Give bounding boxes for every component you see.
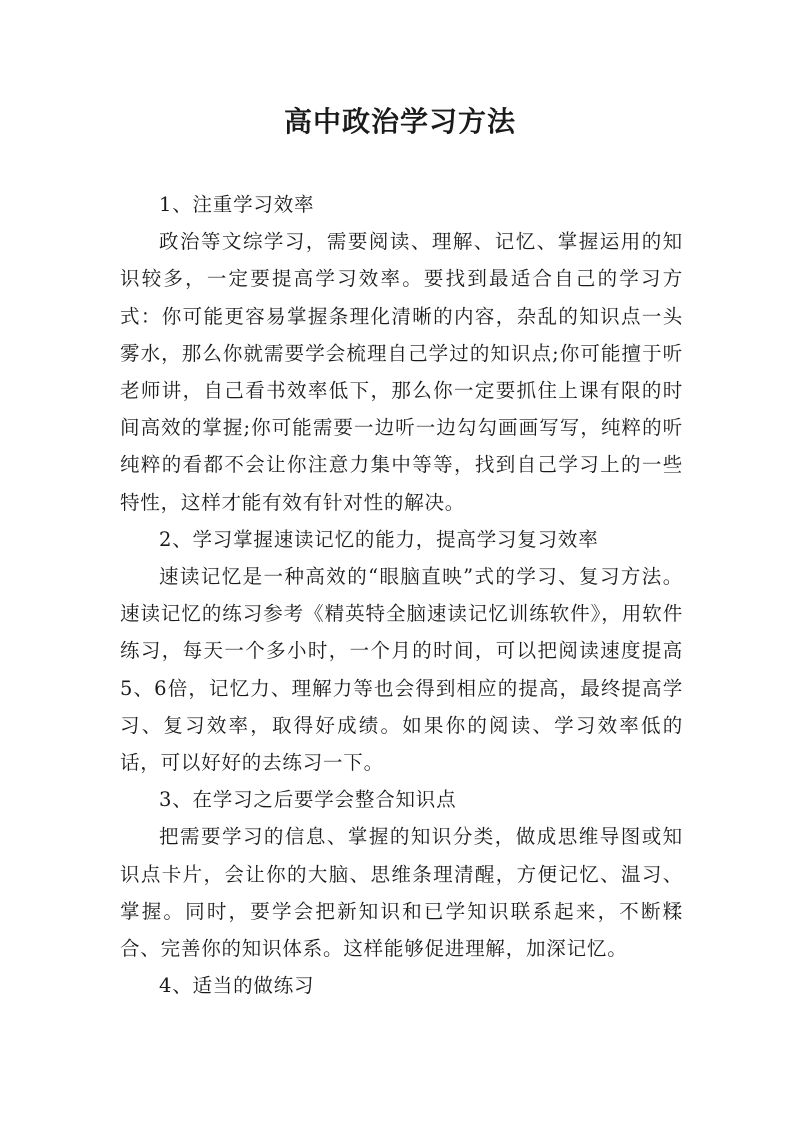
- section-body-1: 政治等文综学习，需要阅读、理解、记忆、掌握运用的知识较多，一定要提高学习效率。要找到最适合自己的学习方式：你可能更容易掌握条理化清晰的内容，杂乱的知识点一头雾水，那么你就需要学会梳理自己学过的知识点;你可能擅于听老师讲，自己看书效率低下，那么你一定要抓住上课有限的时间高效的掌握;你可能需要一边听一边勾勾画画写写，纯粹的听纯粹的看都不会让你注意力集中等等，找到自己学习上的一些特性，这样才能有效有针对性的解决。: [120, 230, 683, 514]
- section-heading-2: 2、学习掌握速读记忆的能力，提高学习复习效率: [159, 527, 599, 551]
- section-heading-3: 3、在学习之后要学会整合知识点: [159, 788, 457, 812]
- section-heading-4: 4、适当的做练习: [159, 974, 315, 998]
- section-body-3: 把需要学习的信息、掌握的知识分类，做成思维导图或知识点卡片，会让你的大脑、思维条理清醒，方便记忆、温习、掌握。同时，要学会把新知识和已学知识联系起来，不断糅合、完善你的知识体系。这样能够促进理解，加深记忆。: [120, 825, 683, 961]
- document-title: 高中政治学习方法: [283, 105, 516, 138]
- section-body-2: 速读记忆是一种高效的“眼脑直映”式的学习、复习方法。速读记忆的练习参考《精英特全脑速读记忆训练软件》，用软件练习，每天一个多小时，一个月的时间，可以把阅读速度提高5、6倍，记忆力、理解力等也会得到相应的提高，最终提高学习、复习效率，取得好成绩。如果你的阅读、学习效率低的话，可以好好的去练习一下。: [120, 565, 683, 775]
- section-heading-1: 1、注重学习效率: [159, 193, 315, 216]
- document-body: [120, 186, 683, 1004]
